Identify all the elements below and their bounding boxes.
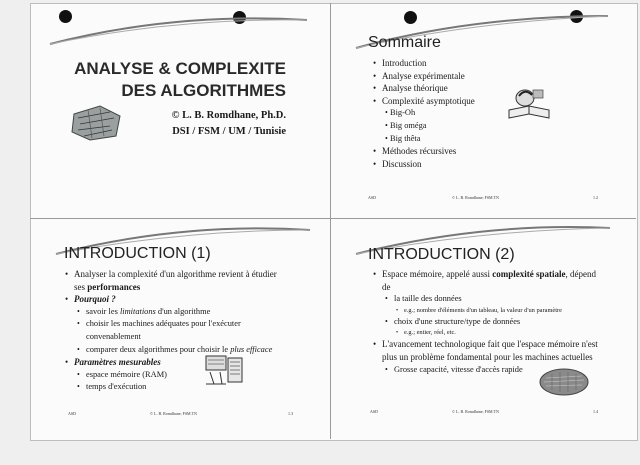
slide-number: 1.2 — [593, 195, 598, 200]
list-subitem: • la taille des données — [372, 293, 604, 306]
memory-chip-icon — [538, 366, 590, 398]
list-subitem: • choix d'une structure/type de données — [372, 316, 604, 329]
footer-center: © L. B. Romdhane; FSM.TN — [150, 411, 197, 416]
list-subitem — [64, 344, 286, 357]
footer-left: ASD — [370, 409, 379, 414]
list-item — [372, 268, 604, 293]
author-block — [140, 108, 286, 140]
list-subitem: • Grosse capacité, vitesse d'accès rapide — [372, 364, 604, 377]
list-item: • Analyse théorique — [372, 82, 522, 95]
text-bold: complexité spatiale — [492, 269, 566, 279]
intro2-title: INTRODUCTION (2) — [368, 246, 515, 263]
deck-title-line1: ANALYSE & COMPLEXITE — [74, 59, 286, 78]
list-item — [64, 268, 286, 293]
list-detail: • e.g.; nombre d'éléments d'un tableau, la valeur d'un paramètre — [372, 306, 604, 316]
list-subitem: • choisir les machines adéquates pour l'exécuter convenablement — [64, 318, 286, 343]
list-item: • Méthodes récursives — [372, 145, 522, 158]
computer-machine-icon — [202, 352, 246, 388]
text-italic: plus efficace — [230, 344, 273, 354]
horizontal-divider — [30, 218, 636, 219]
text-bold-italic: Pourquoi ? — [74, 294, 116, 305]
reading-student-icon — [505, 86, 553, 124]
slide-number: 1.3 — [288, 411, 293, 416]
text: comparer deux algorithmes pour choisir le — [86, 344, 231, 354]
footer-center: © L. B. Romdhane; FSM.TN — [452, 195, 499, 200]
intro1-list — [64, 268, 286, 394]
text-bold-italic: Paramètres mesurables — [74, 357, 161, 368]
text-italic: limitations — [119, 306, 156, 316]
affiliation-line: DSI / FSM / UM / Tunisie — [172, 126, 286, 137]
text: Analyser la complexité d'un algorithme revient à étudier ses — [74, 269, 277, 292]
list-subitem: • Big thêta — [372, 133, 522, 146]
list-item: • Analyse expérimentale — [372, 70, 522, 83]
list-subitem: • Big-Oh — [372, 107, 522, 120]
list-item: • Discussion — [372, 158, 522, 171]
author-line: © L. B. Romdhane, Ph.D. — [171, 110, 286, 121]
list-subitem: • Big oméga — [372, 120, 522, 133]
list-subitem: • temps d'exécution — [64, 381, 286, 394]
deck-title-line2: DES ALGORITHMES — [121, 81, 286, 100]
intro2-list — [372, 268, 604, 376]
text: , dépend de — [382, 269, 596, 292]
list-item: • Introduction — [372, 57, 522, 70]
sommaire-title: Sommaire — [368, 34, 441, 51]
text: d'un algorithme — [155, 306, 211, 316]
list-item — [64, 293, 286, 306]
footer-center: © L. B. Romdhane; FSM.TN — [452, 409, 499, 414]
vertical-divider — [330, 3, 331, 439]
text: savoir les — [86, 306, 120, 316]
list-subitem: • espace mémoire (RAM) — [64, 369, 286, 382]
text-bold: performances — [87, 281, 141, 292]
list-item — [64, 356, 286, 369]
footer-left: ASD — [68, 411, 77, 416]
deck-title — [60, 58, 286, 102]
algorithm-flowchart-icon — [70, 104, 122, 142]
sommaire-list — [372, 57, 522, 170]
list-item: • Complexité asymptotique — [372, 95, 522, 108]
footer-left: ASD — [368, 195, 377, 200]
text: Espace mémoire, appelé aussi — [382, 269, 493, 279]
list-item: • L'avancement technologique fait que l'espace mémoire n'est plus un problème fondamental pour les machines actuelles — [372, 338, 604, 363]
intro1-title: INTRODUCTION (1) — [64, 245, 211, 262]
list-detail: • e.g.; entier, réel, etc. — [372, 328, 604, 338]
slide-1-swoosh — [45, 14, 310, 48]
list-subitem — [64, 306, 286, 319]
slide-number: 1.4 — [593, 409, 598, 414]
